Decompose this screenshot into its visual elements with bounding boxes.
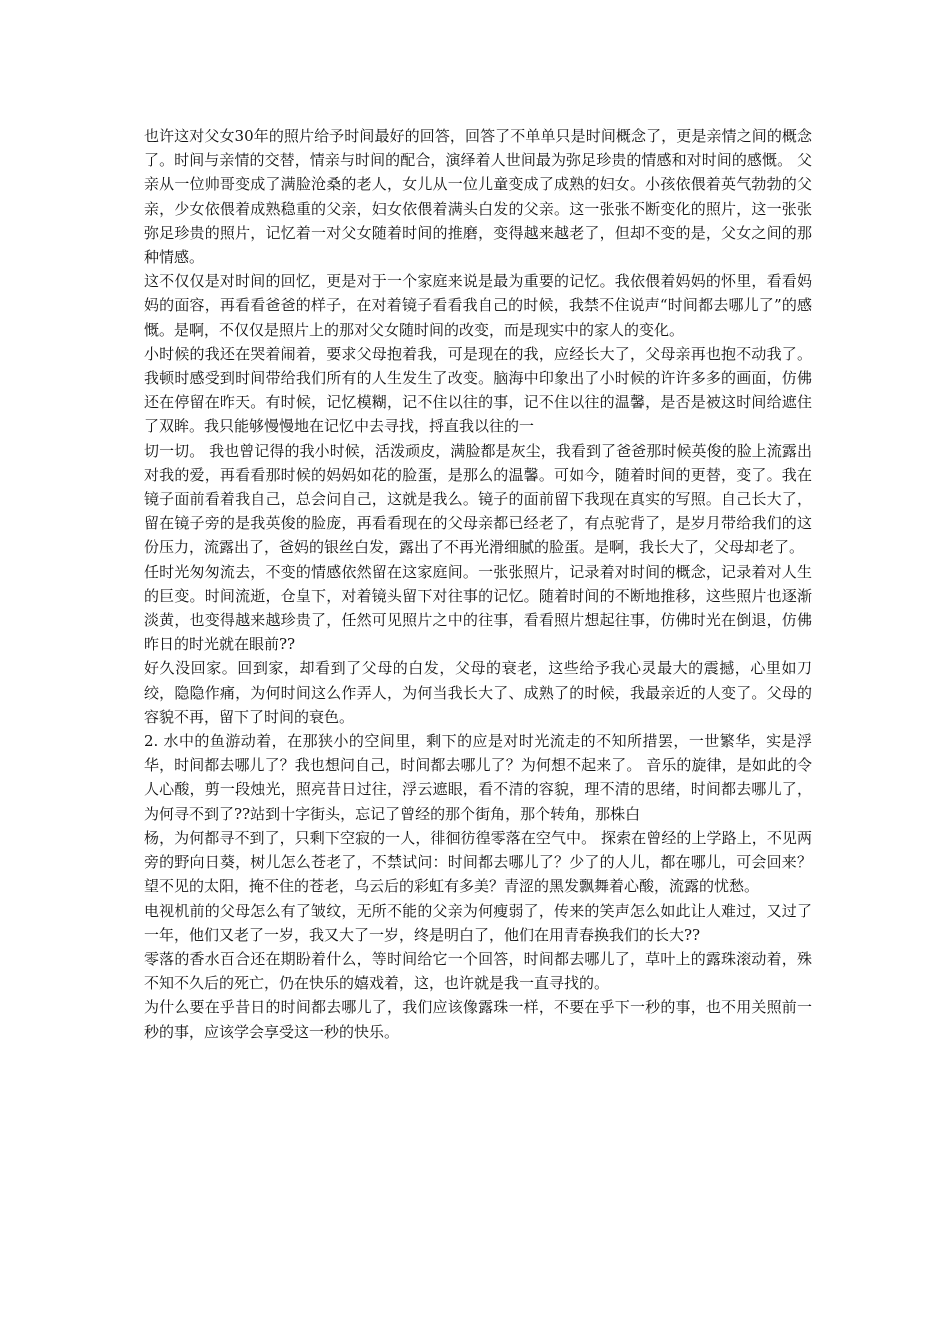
paragraph: 为什么要在乎昔日的时间都去哪儿了，我们应该像露珠一样，不要在乎下一秒的事，也不用关照前一秒的事，应该学会享受这一秒的快乐。 xyxy=(144,998,812,1041)
paragraph: 好久没回家。回到家，却看到了父母的白发，父母的衰老，这些给予我心灵最大的震撼，心里如刀绞，隐隐作痛，为何时间这么作弄人，为何当我长大了、成熟了的时候，我最亲近的人变了。父母的容貌不再，留下了时间的衰色。 xyxy=(144,659,812,726)
paragraph: 零落的香水百合还在期盼着什么，等时间给它一个回答，时间都去哪儿了，草叶上的露珠滚动着，殊不知不久后的死亡，仍在快乐的嬉戏着，这，也许就是我一直寻找的。 xyxy=(144,949,812,993)
paragraph: 这不仅仅是对时间的回忆，更是对于一个家庭来说是最为重要的记忆。我依偎着妈妈的怀里，看看妈妈的面容，再看看爸爸的样子，在对着镜子看看我自己的时候，我禁不住说声“时间都去哪儿了”的感慨。是啊，不仅仅是照片上的那对父女随时间的改变，而是现实中的家人的变化。 xyxy=(144,272,812,339)
paragraph: 杨，为何都寻不到了，只剩下空寂的一人，徘徊彷徨零落在空气中。 探索在曾经的上学路上，不见两旁的野向日葵，树儿怎么苍老了，不禁试问：时间都去哪儿了？少了的人儿，都在哪儿，可会回来？望不见的太阳，掩不住的苍老，乌云后的彩虹有多美？青涩的黑发飘舞着心酸，流露的忧愁。 xyxy=(144,828,812,896)
paragraph: 2. 水中的鱼游动着，在那狭小的空间里，剩下的应是对时光流走的不知所措罢，一世繁华，实是浮华，时间都去哪儿了？我也想问自己，时间都去哪儿了？为何想不起来了。 音乐的旋律，是如此的令人心酸，剪一段烛光，照亮昔日过往，浮云遮眼，看不清的容貌，理不清的思绪，时间都去哪儿了，为何寻不到了??站到十字街头，忘记了曾经的那个街角，那个转角，那株白 xyxy=(144,732,812,823)
paragraph: 切一切。 我也曾记得的我小时候，活泼顽皮，满脸都是灰尘，我看到了爸爸那时候英俊的脸上流露出对我的爱，再看看那时候的妈妈如花的脸蛋，是那么的温馨。可如今，随着时间的更替，变了。我在镜子面前看着我自己，总会问自己，这就是我么。镜子的面前留下我现在真实的写照。自己长大了，留在镜子旁的是我英俊的脸庞，再看看现在的父母亲都已经老了，有点驼背了，是岁月带给我们的这份压力，流露出了，爸妈的银丝白发，露出了不再光滑细腻的脸蛋。是啊，我长大了，父母却老了。 xyxy=(144,441,812,557)
document-body xyxy=(144,124,812,1044)
paragraph: 小时候的我还在哭着闹着，要求父母抱着我，可是现在的我，应经长大了，父母亲再也抱不动我了。我顿时感受到时间带给我们所有的人生发生了改变。脑海中印象出了小时候的许许多多的画面，仿佛还在停留在昨天。有时候，记忆模糊，记不住以往的事，记不住以往的温馨，是否是被这时间给遮住了双眸。我只能够慢慢地在记忆中去寻找，捋直我以往的一 xyxy=(144,344,812,436)
paragraph: 也许这对父女30年的照片给予时间最好的回答，回答了不单单只是时间概念了，更是亲情之间的概念了。时间与亲情的交替，情亲与时间的配合，演绎着人世间最为弥足珍贵的情感和对时间的感慨。 父亲从一位帅哥变成了满脸沧桑的老人，女儿从一位儿童变成了成熟的妇女。小孩依偎着英气勃勃的父亲，少女依偎着成熟稳重的父亲，妇女依偎着满头白发的父亲。这一张张不断变化的照片，这一张张弥足珍贵的照片，记忆着一对父女随着时间的推磨，变得越来越老了，但却不变的是，父女之间的那种情感。 xyxy=(144,127,812,267)
paragraph: 任时光匆匆流去，不变的情感依然留在这家庭间。一张张照片，记录着对时间的概念，记录着对人生的巨变。时间流逝，仓皇下，对着镜头留下对往事的记忆。随着时间的不断地推移，这些照片也逐渐淡黄，也变得越来越珍贵了，任然可见照片之中的往事，看看照片想起往事，仿佛时光在倒退，仿佛昨日的时光就在眼前?? xyxy=(144,562,812,654)
paragraph: 电视机前的父母怎么有了皱纹，无所不能的父亲为何瘦弱了，传来的笑声怎么如此让人难过，又过了一年，他们又老了一岁，我又大了一岁，终是明白了，他们在用青春换我们的长大?? xyxy=(144,901,812,944)
